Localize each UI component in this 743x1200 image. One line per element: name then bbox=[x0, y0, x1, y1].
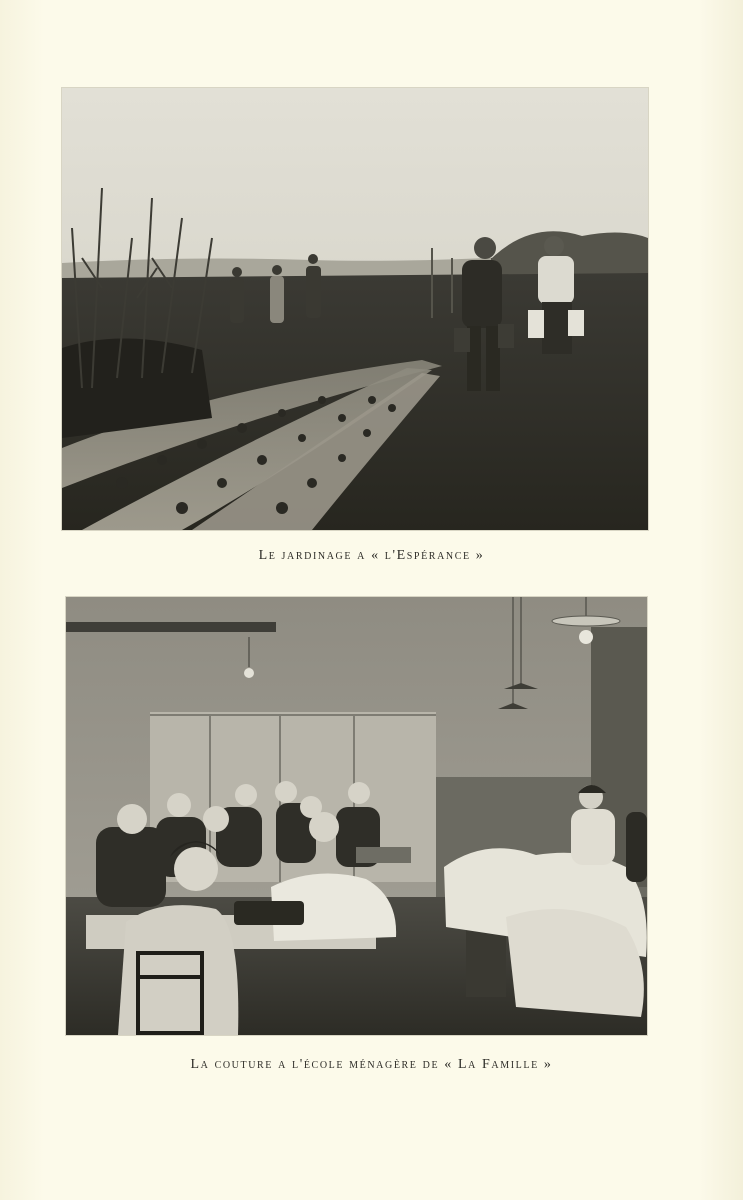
sewing-class-photograph bbox=[66, 597, 647, 1035]
sewing-photo-illustration bbox=[66, 597, 647, 1035]
gardening-photograph bbox=[62, 88, 648, 530]
gardening-photo-illustration bbox=[62, 88, 648, 530]
gardening-caption: Le jardinage a « l'Espérance » bbox=[258, 548, 485, 563]
sewing-class-caption: La couture a l'école ménagère de « La Famille » bbox=[190, 1057, 553, 1072]
